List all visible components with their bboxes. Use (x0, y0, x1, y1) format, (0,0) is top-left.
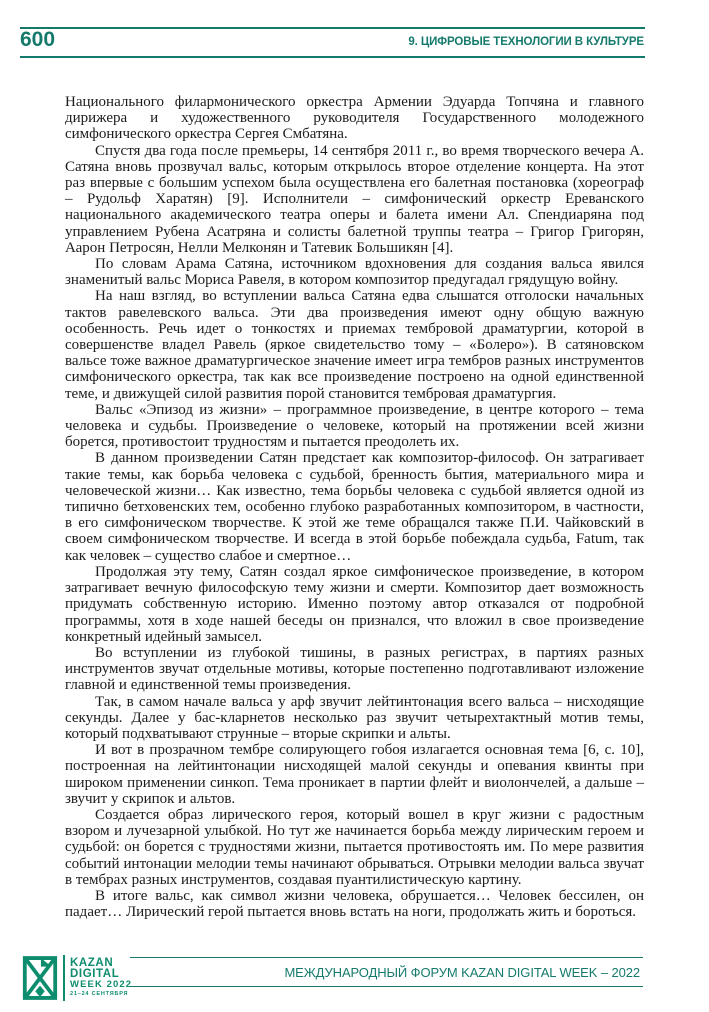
footer-bar (130, 957, 643, 987)
paragraph-2: Спустя два года после премьеры, 14 сентября 2011 г., во время творческого вечера А. Сатяна вновь прозвучал вальс, которым открылось второе отделение концерта. На этот раз впервые с большим успехом была осуществлена его балетная постановка (хореограф – Рудольф Харатян) [9]. Исполнители – симфонический оркестр Ереванского национального академического театра оперы и балета имени Ал. Спендиаряна под управлением Рубена Асатряна и солисты балетной труппы театра – Григор Григорян, Аарон Петросян, Нелли Мелконян и Татевик Большикян [4]. (65, 142, 644, 256)
paragraph-1: Национального филармонического оркестра Армении Эдуарда Топчяна и главного дирижера и художественного руководителя Государственного молодежного симфонического оркестра Сергея Смбатяна. (65, 94, 644, 143)
logo-wordmark (70, 954, 132, 1002)
body-text (65, 94, 644, 920)
paragraph-9: Так, в самом начале вальса у арф звучит лейтинтонация всего вальса – нисходящие секунды. Далее у бас-кларнетов несколько раз звучит четырехтактный мотив темы, который подхватывают струнные – вторые скрипки и альты. (65, 693, 644, 742)
paragraph-7: Продолжая эту тему, Сатян создал яркое симфоническое произведение, в котором затрагивает вечную философскую тему жизни и смерти. Композитор дает возможность придумать собственную историю. Именно поэтому автор отказался от подробной программы, хотя в ходе нашей беседы он признался, что вложил в свое произведение конкретный идейный замысел. (65, 563, 644, 645)
paragraph-3: По словам Арама Сатяна, источником вдохновения для создания вальса явился знаменитый вальс Мориса Равеля, в котором композитор предугадал грядущую войну. (65, 256, 644, 289)
logo-word-week: WEEK 2022 (70, 979, 133, 990)
logo-dates: 21–24 СЕНТЯБРЯ (70, 991, 129, 997)
header-top-rule (20, 27, 645, 29)
paragraph-10: И вот в прозрачном тембре солирующего гобоя излагается основная тема [6, с. 10], построенная на лейтинтонации нисходящей малой секунды и опевания квинты при широком применении синкоп. Тема проникает в партии флейт и виолончелей, а дальше – звучит у скрипок и альтов. (65, 742, 644, 807)
logo-separator (63, 955, 65, 1001)
header-bottom-rule (20, 56, 645, 58)
paragraph-12: В итоге вальс, как символ жизни человека, обрушается… Человек бессилен, он падает… Лирический герой пытается вновь встать на ноги, продолжать жить и бороться. (65, 887, 644, 921)
kazan-digital-week-logo (21, 954, 132, 1002)
kazan-digital-week-logo-icon (21, 954, 59, 1002)
paragraph-11: Создается образ лирического героя, который вошел в круг жизни с радостным взором и лучезарной улыбкой. Но тут же начинается борьба между лирическим героем и судьбой: он борется с трудностями жизни, пытается противостоять им. По мере развития событий интонации мелодии темы начинают обрываться. Отрывки мелодии вальса звучат в тембрах разных инструментов, создавая пуантилистическую картину. (65, 806, 644, 888)
paragraph-6: В данном произведении Сатян предстает как композитор-философ. Он затрагивает такие темы, как борьба человека с судьбой, бренность бытия, материального мира и человеческой жизни… Как известно, тема борьбы человека с судьбой является одной из типично бетховенских тем, особенно глубоко разработанных композитором, в частности, в его симфоническом творчестве. К этой же теме обращался также П.И. Чайковский в своем симфоническом творчестве. И всегда в этой борьбе побеждала судьба, Fatum, так как человек – существо слабое и смертное… (65, 450, 644, 564)
page-number: 600 (20, 28, 56, 51)
footer-forum-title: МЕЖДУНАРОДНЫЙ ФОРУМ KAZAN DIGITAL WEEK – 2022 (284, 964, 640, 980)
paragraph-4: На наш взгляд, во вступлении вальса Сатяна едва слышатся отголоски начальных тактов равелевского вальса. Эти два произведения имеют одну общую важную особенность. Речь идет о тонкостях и приемах тембровой драматургии, которой в совершенстве владел Равель (яркое свидетельство тому – «Болеро»). В сатяновском вальсе тоже важное драматургическое значение имеет игра тембров разных инструментов симфонического оркестра, так как все произведение построено на одной единственной теме, и движущей силой развития порой становится тембровая драматургия. (65, 288, 644, 402)
logo-word-digital: DIGITAL (70, 968, 120, 980)
paragraph-8: Во вступлении из глубокой тишины, в разных регистрах, в партиях разных инструментов звучат отдельные мотивы, которые постепенно подготавливают изложение главной и единственной темы произведения. (65, 644, 644, 694)
paragraph-5: Вальс «Эпизод из жизни» – программное произведение, в центре которого – тема человека и судьбы. Произведение о человеке, который на протяжении всей жизни борется, противостоит трудностям и пытается преодолеть их. (65, 401, 644, 451)
logo-word-kazan: KAZAN (70, 957, 114, 969)
section-header: 9. ЦИФРОВЫЕ ТЕХНОЛОГИИ В КУЛЬТУРЕ (408, 36, 644, 48)
